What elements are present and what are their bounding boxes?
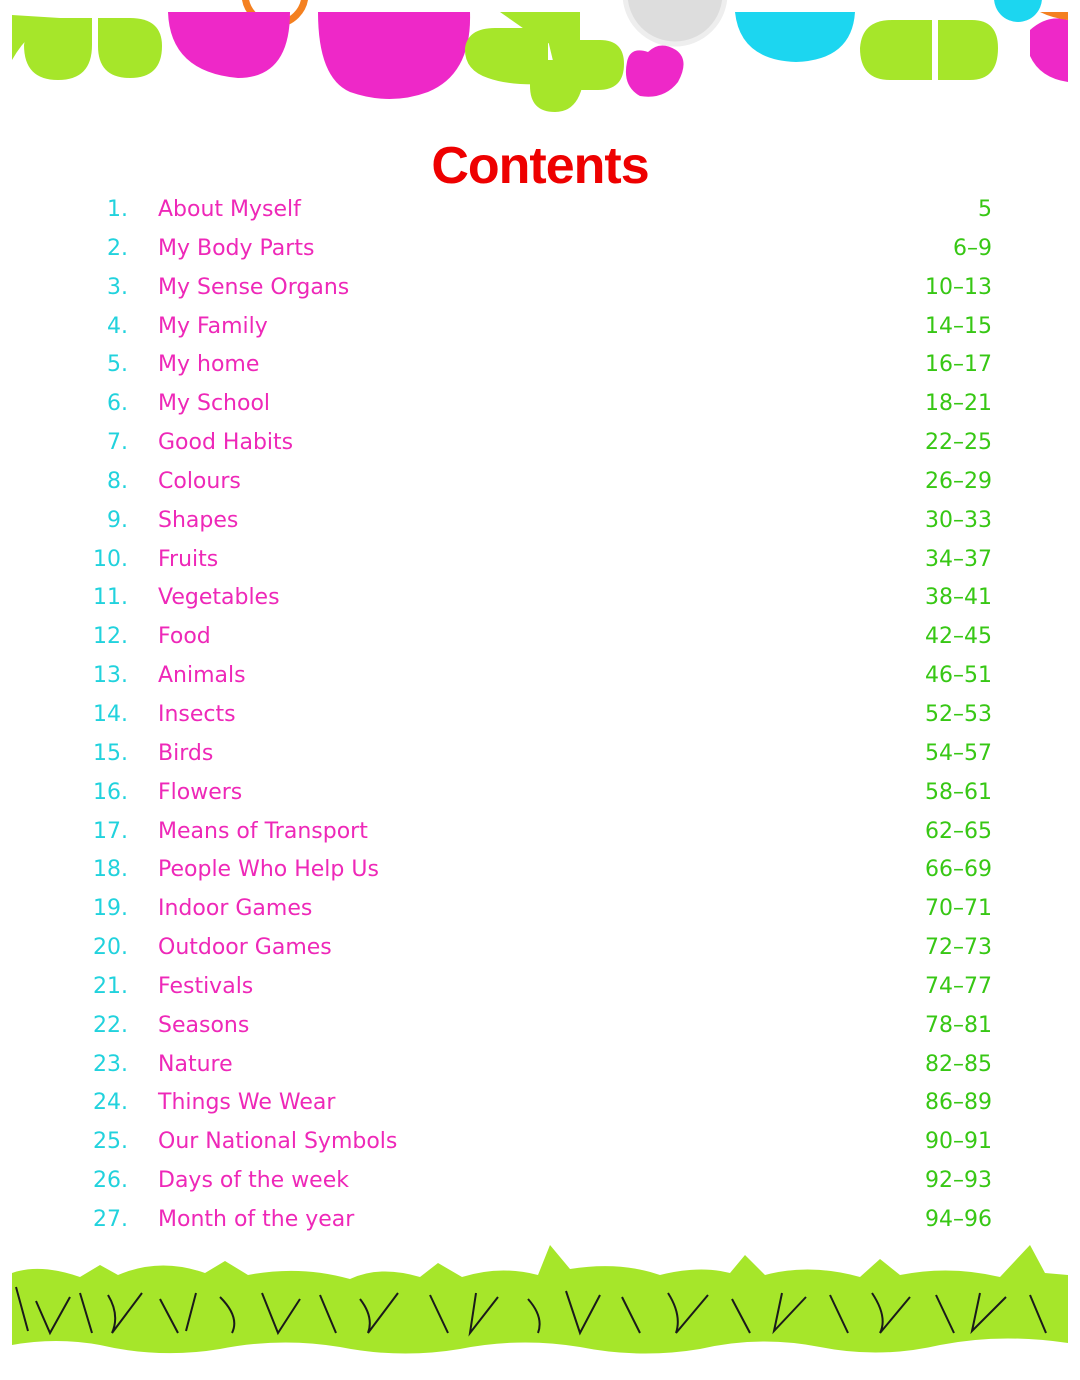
toc-page-range: 22–25 [925,430,992,456]
toc-number: 6. [107,391,128,417]
toc-row [0,694,1080,733]
toc-row [0,1121,1080,1160]
toc-chapter-title: Seasons [158,1012,250,1038]
toc-page-range: 42–45 [925,624,992,650]
toc-page-range: 46–51 [925,663,992,689]
toc-row [0,344,1080,383]
toc-chapter-title: Shapes [158,507,239,533]
toc-row [0,772,1080,811]
top-decorative-shapes [0,0,1080,130]
toc-row [0,966,1080,1005]
grass-border-decoration [0,1235,1080,1380]
toc-chapter-title: Our National Symbols [158,1129,398,1155]
toc-row [0,461,1080,500]
toc-number: 24. [93,1090,128,1116]
toc-row [0,733,1080,772]
toc-number: 14. [93,701,128,727]
toc-page-range: 66–69 [925,857,992,883]
toc-row [0,422,1080,461]
toc-number: 10. [93,546,128,572]
toc-page-range: 82–85 [925,1051,992,1077]
toc-number: 25. [93,1129,128,1155]
toc-page-range: 58–61 [925,779,992,805]
toc-chapter-title: People Who Help Us [158,857,379,883]
toc-page-range: 94–96 [925,1206,992,1232]
toc-chapter-title: Animals [158,663,246,689]
lime-flower-petal-4-decoration [530,60,585,112]
toc-number: 2. [107,235,128,261]
toc-page-range: 92–93 [925,1168,992,1194]
toc-number: 9. [107,507,128,533]
toc-number: 22. [93,1012,128,1038]
toc-page-range: 62–65 [925,818,992,844]
lime-petal-right-decoration [860,20,932,80]
toc-page-range: 70–71 [925,896,992,922]
magenta-blob-decoration [318,12,470,99]
toc-number: 17. [93,818,128,844]
toc-page-range: 38–41 [925,585,992,611]
toc-chapter-title: Flowers [158,779,243,805]
toc-page-range: 34–37 [925,546,992,572]
toc-row [0,228,1080,267]
toc-page-range: 16–17 [925,352,992,378]
toc-page-range: 86–89 [925,1090,992,1116]
toc-row [0,1199,1080,1238]
toc-chapter-title: Vegetables [158,585,280,611]
toc-number: 23. [93,1051,128,1077]
toc-page-range: 52–53 [925,701,992,727]
toc-row [0,539,1080,578]
toc-number: 3. [107,274,128,300]
toc-page-range: 74–77 [925,973,992,999]
toc-row [0,616,1080,655]
lime-petal-left2-decoration [98,18,162,78]
toc-page-range: 26–29 [925,468,992,494]
toc-row [0,267,1080,306]
toc-number: 21. [93,973,128,999]
toc-chapter-title: Indoor Games [158,896,313,922]
toc-row [0,849,1080,888]
toc-number: 19. [93,896,128,922]
toc-chapter-title: My Body Parts [158,235,315,261]
toc-page-range: 5 [978,197,992,222]
toc-row [0,888,1080,927]
toc-number: 7. [107,430,128,456]
toc-page-range: 30–33 [925,507,992,533]
toc-row [0,383,1080,422]
table-of-contents [0,189,1080,1238]
toc-chapter-title: Birds [158,740,214,766]
toc-page-range: 54–57 [925,740,992,766]
magenta-leaf-right-decoration [1030,18,1068,82]
toc-row [0,655,1080,694]
toc-page-range: 6–9 [953,235,992,261]
toc-number: 27. [93,1206,128,1232]
toc-number: 15. [93,740,128,766]
toc-number: 4. [107,313,128,339]
toc-chapter-title: Fruits [158,546,219,572]
toc-row [0,1044,1080,1083]
toc-chapter-title: Outdoor Games [158,935,332,961]
toc-number: 13. [93,663,128,689]
lime-petal-left-decoration [24,18,92,80]
toc-number: 8. [107,468,128,494]
grey-circle-decoration [625,0,725,44]
toc-number: 5. [107,352,128,378]
lime-petal-right2-decoration [938,20,998,80]
toc-page-range: 10–13 [925,274,992,300]
toc-number: 11. [93,585,128,611]
toc-chapter-title: Festivals [158,973,254,999]
toc-chapter-title: My Sense Organs [158,274,350,300]
toc-row [0,1005,1080,1044]
toc-chapter-title: Days of the week [158,1168,349,1194]
toc-row [0,811,1080,850]
toc-chapter-title: Month of the year [158,1206,355,1232]
toc-chapter-title: Means of Transport [158,818,368,844]
cyan-half-circle-decoration [735,12,855,62]
cyan-dot-decoration [994,0,1042,22]
toc-chapter-title: My School [158,391,271,417]
toc-chapter-title: Nature [158,1051,233,1077]
toc-chapter-title: My Family [158,313,268,339]
toc-row [0,306,1080,345]
toc-row [0,189,1080,228]
page-title: Contents [431,137,649,195]
toc-row [0,1082,1080,1121]
toc-chapter-title: Things We Wear [158,1090,336,1116]
toc-page-range: 14–15 [925,313,992,339]
toc-chapter-title: Colours [158,468,241,494]
magenta-leaf-left-decoration [168,12,290,78]
toc-row [0,577,1080,616]
toc-number: 12. [93,624,128,650]
toc-number: 16. [93,779,128,805]
toc-chapter-title: Good Habits [158,430,294,456]
magenta-heart-decoration [626,45,684,96]
toc-chapter-title: About Myself [158,197,301,222]
toc-number: 18. [93,857,128,883]
toc-row [0,927,1080,966]
toc-row [0,500,1080,539]
toc-chapter-title: Food [158,624,211,650]
toc-page-range: 90–91 [925,1129,992,1155]
toc-number: 1. [107,197,128,222]
toc-chapter-title: Insects [158,701,236,727]
toc-row [0,1160,1080,1199]
toc-page-range: 78–81 [925,1012,992,1038]
toc-chapter-title: My home [158,352,260,378]
grass-body-decoration [12,1245,1068,1354]
toc-page-range: 18–21 [925,391,992,417]
toc-page-range: 72–73 [925,935,992,961]
toc-number: 20. [93,935,128,961]
toc-number: 26. [93,1168,128,1194]
